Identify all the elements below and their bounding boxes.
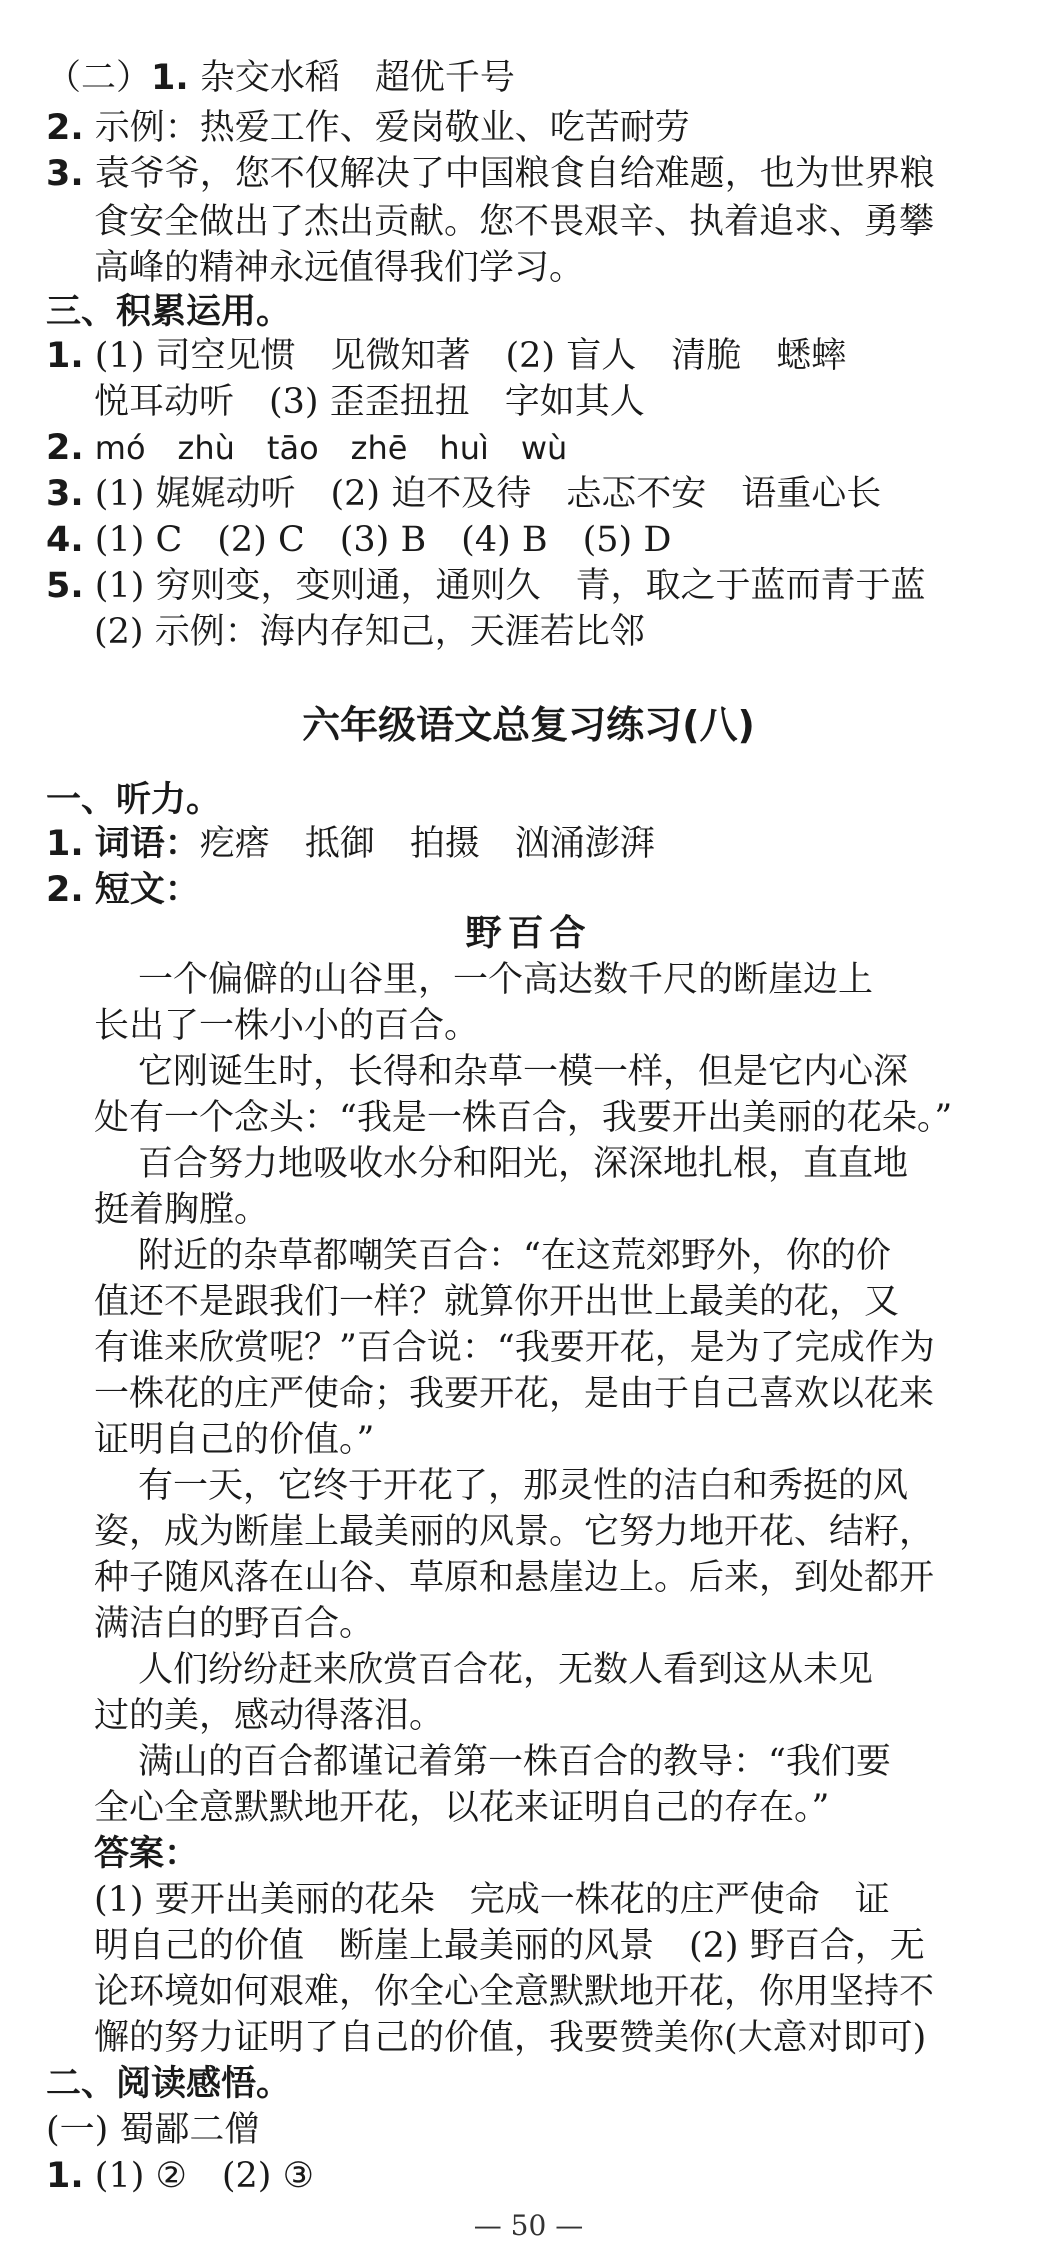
answer-line	[46, 822, 1006, 866]
line-text: 示例：热爱工作、爱岗敬业、吃苦耐劳	[94, 108, 690, 148]
answer-line	[94, 200, 1054, 244]
answer-line	[46, 426, 1006, 470]
answer-line	[46, 564, 1006, 608]
story-line: 长出了一株小小的百合。	[94, 1006, 480, 1046]
story-line: 过的美，感动得落泪。	[94, 1696, 445, 1736]
section-heading	[46, 2062, 1006, 2106]
line-text: 高峰的精神永远值得我们学习。	[94, 248, 585, 288]
story-line: 附近的杂草都嘲笑百合：“在这荒郊野外，你的价	[138, 1236, 891, 1276]
line-text: (1) 穷则变，变则通，通则久 青，取之于蓝而青于蓝	[94, 566, 926, 606]
line-text: 悦耳动听 (3) 歪歪扭扭 字如其人	[94, 382, 645, 422]
page-number: — 50 —	[473, 2209, 584, 2242]
story-line: 姿，成为断崖上最美丽的风景。它努力地开花、结籽，	[94, 1512, 935, 1552]
heading-text: 二、阅读感悟。	[46, 2064, 292, 2104]
line-text: 疙瘩 抵御 拍摄 汹涌澎湃	[199, 824, 655, 864]
item-number: 3.	[46, 474, 84, 514]
heading-text: 一、听力。	[46, 780, 222, 820]
line-text: (1) 娓娓动听 (2) 迫不及待 忐忑不安 语重心长	[94, 474, 882, 514]
story-line: 百合努力地吸收水分和阳光，深深地扎根，直直地	[138, 1144, 909, 1184]
story-line: 证明自己的价值。”	[94, 1420, 375, 1460]
story-line: 人们纷纷赶来欣赏百合花，无数人看到这从未见	[138, 1650, 874, 1690]
line-text: (1) C (2) C (3) B (4) B (5) D	[94, 520, 672, 560]
item-number: 3.	[46, 154, 84, 194]
heading-text: 三、积累运用。	[46, 292, 292, 332]
story-line: 挺着胸膛。	[94, 1190, 270, 1230]
section-title: 六年级语文总复习练习(八)	[302, 703, 755, 747]
answer-line	[46, 868, 1006, 912]
line-text: (1) 司空见惯 见微知著 (2) 盲人 清脆 蟋蟀	[94, 336, 847, 376]
story-line: 全心全意默默地开花，以花来证明自己的存在。”	[94, 1788, 830, 1828]
item-number: 5.	[46, 566, 84, 606]
answer-label: 答案：	[94, 1834, 200, 1874]
answer-line: 论环境如何艰难，你全心全意默默地开花，你用坚持不	[94, 1972, 935, 2012]
item-number: 1.	[151, 58, 189, 98]
item-number: 2.	[46, 108, 84, 148]
line-prefix: （二）	[46, 58, 152, 98]
item-number: 1.	[46, 2156, 84, 2196]
item-number: 2.	[46, 870, 84, 910]
answer-line	[46, 2108, 1006, 2152]
answer-line	[94, 246, 1054, 290]
story-title: 野百合	[465, 913, 592, 954]
answer-line: 明自己的价值 断崖上最美丽的风景 (2) 野百合，无	[94, 1926, 925, 1966]
story-line: 一株花的庄严使命；我要开花，是由于自己喜欢以花来	[94, 1374, 935, 1414]
item-number: 4.	[46, 520, 84, 560]
answer-line	[46, 472, 1006, 516]
item-label: 短文：	[94, 870, 200, 910]
answer-line	[46, 334, 1006, 378]
item-number: 1.	[46, 336, 84, 376]
item-number: 1.	[46, 824, 84, 864]
section-heading	[46, 290, 1006, 334]
answer-line	[94, 380, 1054, 424]
story-line: 一个偏僻的山谷里，一个高达数千尺的断崖边上	[138, 960, 874, 1000]
story-line: 值还不是跟我们一样？就算你开出世上最美的花，又	[94, 1282, 900, 1322]
story-line: 种子随风落在山谷、草原和悬崖边上。后来，到处都开	[94, 1558, 935, 1598]
line-text: (2) 示例：海内存知己，天涯若比邻	[94, 612, 645, 652]
story-line: 有谁来欣赏呢？”百合说：“我要开花，是为了完成作为	[94, 1328, 935, 1368]
answer-line: (1) 要开出美丽的花朵 完成一株花的庄严使命 证	[94, 1880, 890, 1920]
item-label: 词语：	[94, 824, 200, 864]
story-line: 它刚诞生时，长得和杂草一模一样，但是它内心深	[138, 1052, 909, 1092]
section-heading	[46, 778, 1006, 822]
answer-line	[94, 610, 1054, 654]
line-text: (一) 蜀鄙二僧	[46, 2110, 260, 2150]
story-line: 满洁白的野百合。	[94, 1604, 375, 1644]
answer-line	[46, 152, 1006, 196]
item-number: 2.	[46, 428, 84, 468]
answer-line	[46, 518, 1006, 562]
story-line: 有一天，它终于开花了，那灵性的洁白和秀挺的风	[138, 1466, 909, 1506]
line-text: (1) ② (2) ③	[94, 2156, 314, 2196]
answer-line	[46, 2154, 1006, 2198]
answer-line	[46, 106, 1006, 150]
line-text: 杂交水稻 超优千号	[199, 58, 515, 98]
story-line: 处有一个念头：“我是一株百合，我要开出美丽的花朵。”	[94, 1098, 953, 1138]
line-text: 食安全做出了杰出贡献。您不畏艰辛、执着追求、勇攀	[94, 202, 935, 242]
answer-line	[46, 56, 1006, 100]
line-text: mó zhù tāo zhē huì wù	[94, 429, 568, 467]
line-text: 袁爷爷，您不仅解决了中国粮食自给难题，也为世界粮	[94, 154, 935, 194]
answer-line: 懈的努力证明了自己的价值，我要赞美你(大意对即可)	[94, 2018, 927, 2058]
story-line: 满山的百合都谨记着第一株百合的教导：“我们要	[138, 1742, 891, 1782]
